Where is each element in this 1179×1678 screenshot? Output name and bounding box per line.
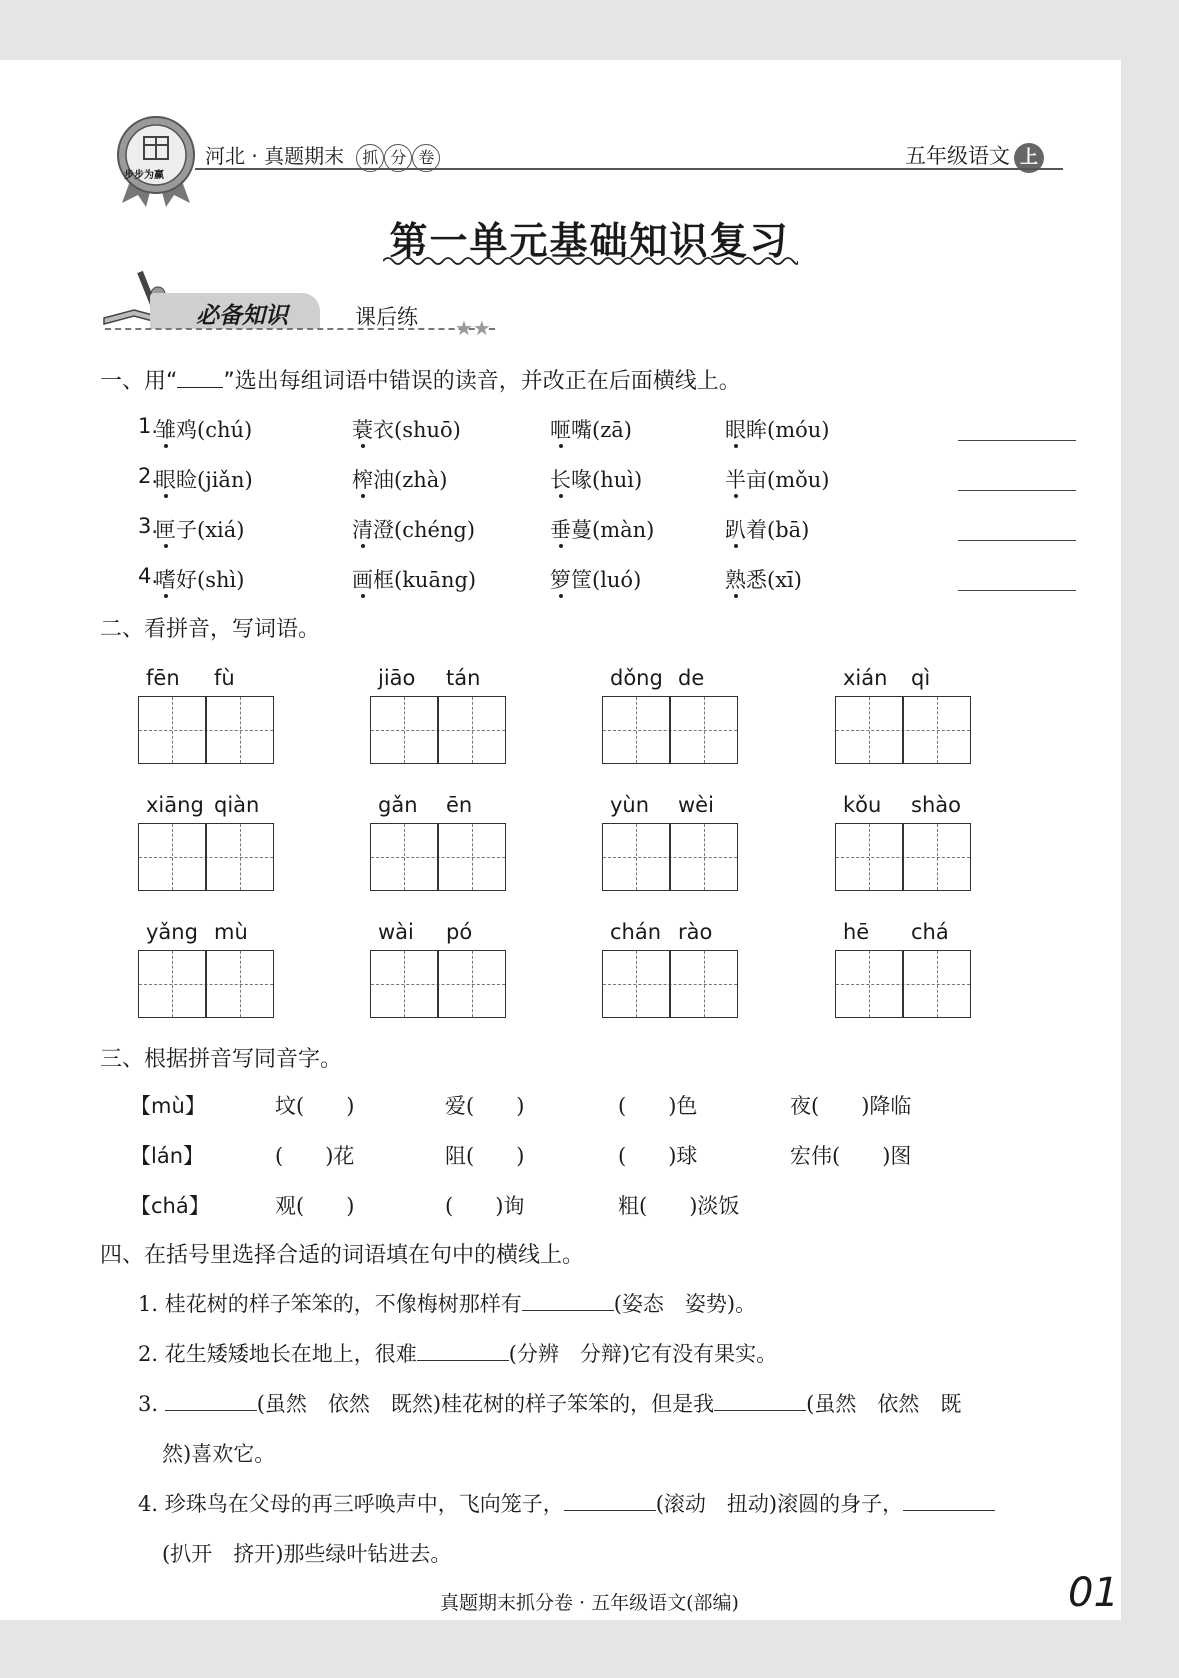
q3-blank-word[interactable]: 阻( ) xyxy=(445,1144,525,1168)
answer-blank[interactable] xyxy=(165,1392,257,1411)
answer-blank[interactable] xyxy=(903,1492,995,1511)
q1-word-rest: 亩(mǒu) xyxy=(746,468,830,492)
q1-word-dotted-char: 嗜 xyxy=(155,568,176,592)
q1-word-rest: 澄(chéng) xyxy=(373,518,476,542)
pinyin-label: pó xyxy=(446,920,473,944)
pinyin-label: kǒu xyxy=(843,793,882,817)
section-sublabel: 课后练 xyxy=(355,305,418,329)
q4-sentence-4 xyxy=(138,1488,995,1518)
pinyin-label: xiāng xyxy=(146,793,204,817)
q1-word-dotted-char: 匣 xyxy=(155,518,176,542)
q3-pinyin-key: 【lán】 xyxy=(130,1144,205,1168)
answer-blank[interactable] xyxy=(714,1392,806,1411)
q1-word-dotted-char: 箩 xyxy=(550,568,571,592)
q3-title: 三、根据拼音写同音字。 xyxy=(100,1047,343,1072)
pinyin-label: mù xyxy=(214,920,248,944)
pinyin-label: fēn xyxy=(146,666,180,690)
tianzige-writing-box[interactable] xyxy=(602,696,738,764)
tianzige-writing-box[interactable] xyxy=(835,823,971,891)
answer-line[interactable] xyxy=(958,440,1076,441)
q1-word xyxy=(550,464,642,494)
pinyin-label: gǎn xyxy=(378,793,418,817)
pinyin-label: qiàn xyxy=(214,793,260,817)
q1-title-a: 一、用“ xyxy=(100,369,178,394)
pinyin-label: rào xyxy=(678,920,713,944)
q3-blank-word[interactable]: ( )花 xyxy=(275,1144,355,1168)
pinyin-label: wèi xyxy=(678,793,714,817)
q4-title: 四、在括号里选择合适的词语填在句中的横线上。 xyxy=(100,1243,585,1268)
answer-blank[interactable] xyxy=(417,1342,509,1361)
page-number: 01 xyxy=(1068,1570,1119,1616)
q2-title: 二、看拼音，写词语。 xyxy=(100,617,321,642)
q1-word-rest: 嘴(zā) xyxy=(571,418,632,442)
q1-word-rest: 衣(shuō) xyxy=(373,418,461,442)
q1-word xyxy=(352,514,475,544)
tianzige-writing-box[interactable] xyxy=(835,696,971,764)
pinyin-label: xián xyxy=(843,666,888,690)
q1-word-rest: 子(xiá) xyxy=(176,518,245,542)
q1-word-rest: 睑(jiǎn) xyxy=(176,468,253,492)
q1-word-dotted-char: 垂 xyxy=(550,518,571,542)
q1-word xyxy=(155,514,244,544)
q1-word-dotted-char: 咂 xyxy=(550,418,571,442)
q3-blank-word[interactable]: 宏伟( )图 xyxy=(790,1144,912,1168)
section-dashed-rule xyxy=(105,328,495,330)
q4-s3-text: (虽然 依然 既然)桂花树的样子笨笨的，但是我 xyxy=(256,1392,715,1416)
q1-item-number: 1. xyxy=(138,414,159,438)
answer-line[interactable] xyxy=(958,590,1076,591)
q1-item-number: 2. xyxy=(138,464,159,488)
pinyin-label: de xyxy=(678,666,705,690)
pinyin-label: qì xyxy=(911,666,931,690)
q1-word xyxy=(155,464,253,494)
tianzige-writing-box[interactable] xyxy=(138,823,274,891)
q1-word-dotted-char: 榨 xyxy=(352,468,373,492)
header-series: 河北 · 真题期末 xyxy=(205,144,345,168)
header-rule xyxy=(195,168,1063,170)
footer-text: 真题期末抓分卷 · 五年级语文(部编) xyxy=(440,1592,739,1614)
q4-s1-text: 1. 桂花树的样子笨笨的，不像梅树那样有 xyxy=(138,1292,522,1316)
q3-blank-word[interactable]: 观( ) xyxy=(275,1194,355,1218)
badge-text: 步步为赢 xyxy=(124,170,164,181)
tianzige-writing-box[interactable] xyxy=(835,950,971,1018)
pinyin-label: fù xyxy=(214,666,235,690)
pinyin-label: chán xyxy=(610,920,662,944)
q1-word-dotted-char: 蓑 xyxy=(352,418,373,442)
pinyin-label: yǎng xyxy=(146,920,198,944)
q4-sentence-3 xyxy=(138,1388,961,1418)
q1-word-rest: 筐(luó) xyxy=(571,568,642,592)
q1-word-rest: 喙(huì) xyxy=(571,468,643,492)
q3-blank-word[interactable]: ( )球 xyxy=(618,1144,698,1168)
q1-item-number: 4. xyxy=(138,564,159,588)
q3-blank-word[interactable]: ( )询 xyxy=(445,1194,525,1218)
q1-word xyxy=(352,464,448,494)
header-char-circle: 卷 xyxy=(412,144,440,172)
grade-subject: 五年级语文 xyxy=(905,144,1010,168)
page-title: 第一单元基础知识复习 xyxy=(389,219,790,263)
pinyin-label: wài xyxy=(378,920,414,944)
medal-logo xyxy=(112,115,200,207)
section-tab-label: 必备知识 xyxy=(196,303,288,329)
q1-word xyxy=(725,464,829,494)
tianzige-writing-box[interactable] xyxy=(138,950,274,1018)
q1-word-dotted-char: 眼 xyxy=(155,468,176,492)
q3-pinyin-key: 【mù】 xyxy=(130,1094,206,1118)
q1-word xyxy=(352,414,461,444)
tianzige-writing-box[interactable] xyxy=(370,950,506,1018)
q1-word-dotted-char: 雏 xyxy=(155,418,176,442)
q4-s3-options: (虽然 依然 既 xyxy=(806,1392,962,1416)
pinyin-label: dǒng xyxy=(610,666,663,690)
pinyin-label: hē xyxy=(843,920,870,944)
pinyin-label: yùn xyxy=(610,793,650,817)
q1-word xyxy=(725,414,829,444)
q1-word-rest: 蔓(màn) xyxy=(571,518,655,542)
answer-blank[interactable] xyxy=(564,1492,656,1511)
q1-title-b: ”选出每组词语中错误的读音，并改正在后面横线上。 xyxy=(223,369,741,394)
q3-pinyin-key: 【chá】 xyxy=(130,1194,210,1218)
q1-word xyxy=(725,514,809,544)
q4-sentence-4-cont: (扒开 挤开)那些绿叶钻进去。 xyxy=(162,1542,452,1566)
q1-word xyxy=(155,414,252,444)
q1-word-rest: 着(bā) xyxy=(746,518,810,542)
tianzige-writing-box[interactable] xyxy=(602,950,738,1018)
q4-sentence-3-cont: 然)喜欢它。 xyxy=(162,1442,276,1466)
tianzige-writing-box[interactable] xyxy=(138,696,274,764)
q3-blank-word[interactable]: 粗( )淡饭 xyxy=(618,1194,740,1218)
q1-word-dotted-char: 趴 xyxy=(725,518,746,542)
q1-word-dotted-char: 熟 xyxy=(725,568,746,592)
q1-title xyxy=(100,364,741,395)
q4-sentence-2 xyxy=(138,1338,777,1368)
pinyin-label: tán xyxy=(446,666,481,690)
q1-word-rest: 眸(móu) xyxy=(746,418,830,442)
q1-word xyxy=(550,564,641,594)
q3-blank-word[interactable]: 夜( )降临 xyxy=(790,1094,912,1118)
q3-blank-word[interactable]: 坟( ) xyxy=(275,1094,355,1118)
answer-line[interactable] xyxy=(958,540,1076,541)
answer-line[interactable] xyxy=(958,490,1076,491)
star-icon: ★★ xyxy=(455,316,491,340)
q1-word xyxy=(725,564,802,594)
q4-sentence-1 xyxy=(138,1288,756,1318)
tianzige-writing-box[interactable] xyxy=(370,696,506,764)
q1-word-rest: 鸡(chú) xyxy=(176,418,253,442)
q1-word-dotted-char: 半 xyxy=(725,468,746,492)
q1-word-rest: 悉(xī) xyxy=(746,568,802,592)
pinyin-label: jiāo xyxy=(378,666,416,690)
q1-word-rest: 好(shì) xyxy=(176,568,245,592)
q1-item-number: 3. xyxy=(138,514,159,538)
q4-s2-text: 2. 花生矮矮地长在地上，很难 xyxy=(138,1342,417,1366)
header-char-circle: 抓 xyxy=(356,144,384,172)
q4-s4-options: (滚动 扭动)滚圆的身子， xyxy=(655,1492,904,1516)
q4-s1-options: (姿态 姿势)。 xyxy=(613,1292,757,1316)
tianzige-writing-box[interactable] xyxy=(602,823,738,891)
q1-word-rest: 油(zhà) xyxy=(373,468,448,492)
title-wavy-underline xyxy=(383,255,798,267)
q1-word-dotted-char: 眼 xyxy=(725,418,746,442)
q4-s4-text: 4. 珍珠鸟在父母的再三呼唤声中，飞向笼子， xyxy=(138,1492,564,1516)
q3-blank-word[interactable]: 爱( ) xyxy=(445,1094,525,1118)
pinyin-label: shào xyxy=(911,793,961,817)
answer-blank[interactable] xyxy=(522,1292,614,1311)
q1-word xyxy=(155,564,244,594)
q1-word-dotted-char: 清 xyxy=(352,518,373,542)
q1-word-dotted-char: 画 xyxy=(352,568,373,592)
q3-blank-word[interactable]: ( )色 xyxy=(618,1094,698,1118)
q4-s2-options: (分辨 分辩)它有没有果实。 xyxy=(508,1342,778,1366)
q1-word xyxy=(352,564,476,594)
header-char-circle: 分 xyxy=(384,144,412,172)
q1-title-blank xyxy=(177,369,223,388)
q1-word-dotted-char: 长 xyxy=(550,468,571,492)
q1-word xyxy=(550,514,654,544)
q4-s3-num: 3. xyxy=(138,1392,159,1416)
pinyin-label: chá xyxy=(911,920,949,944)
q1-word xyxy=(550,414,632,444)
tianzige-writing-box[interactable] xyxy=(370,823,506,891)
q1-word-rest: 框(kuāng) xyxy=(373,568,477,592)
volume-badge: 上 xyxy=(1014,143,1044,173)
pinyin-label: ēn xyxy=(446,793,473,817)
